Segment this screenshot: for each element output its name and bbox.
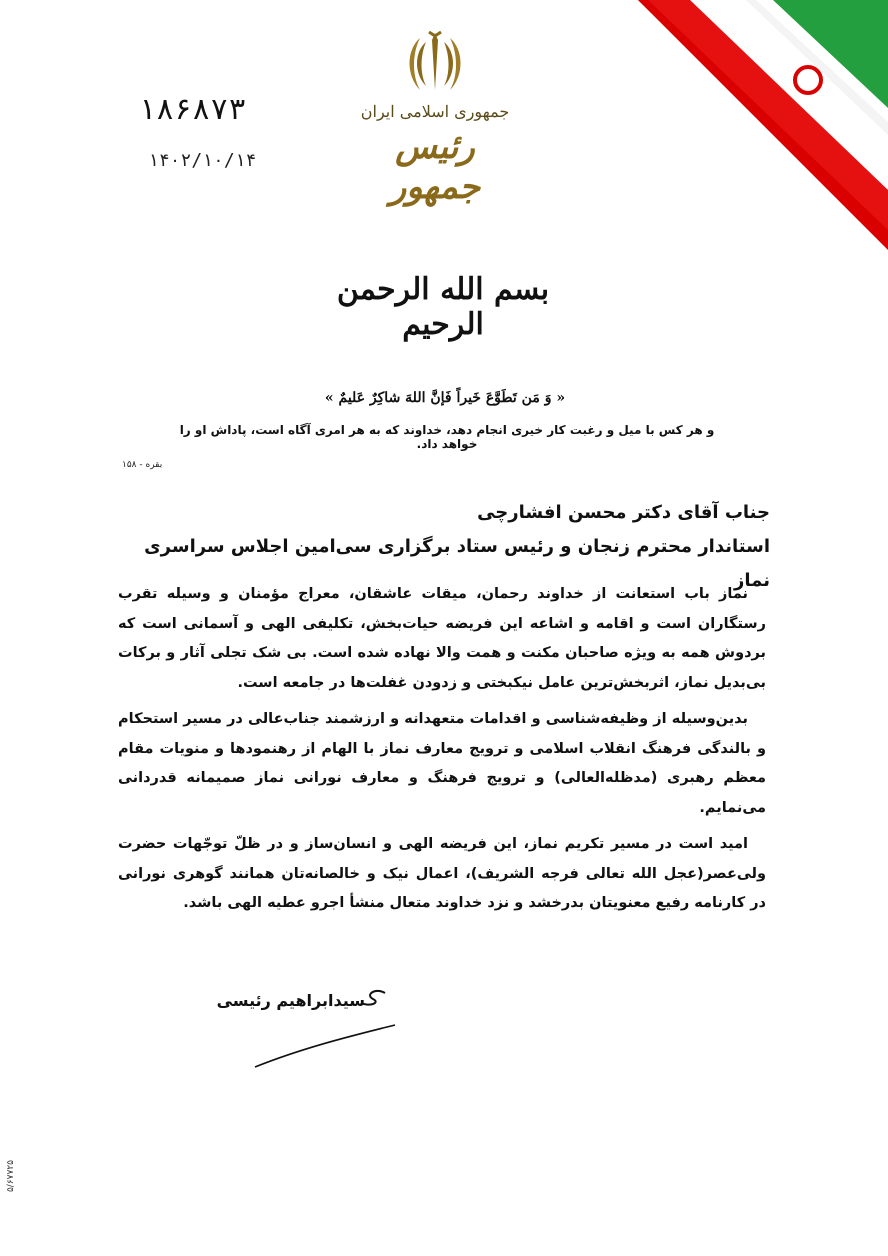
flag-ribbon — [638, 0, 888, 250]
verse-reference: بقره - ۱۵۸ — [122, 460, 163, 470]
body-paragraph-3: امید است در مسیر تکریم نماز، این فریضه الهی و انسان‌ساز و در ظلّ توجّهات حضرت ولی‌عصر(عجل الله تعالی فرجه الشریف)، اعمال نیک و خالصانه‌تان همانند گوهری نورانی در کارنامه رفیع معنویتان بدرخشد و نزد خداوند متعال منشأ اجرو عطیه الهی باشد. — [118, 836, 766, 911]
side-reference-code: ۵/۶۷۷۲۵ — [6, 1160, 16, 1193]
verse-arabic: « وَ مَن تَطَوَّعَ خَیراً فَإنَّ اللهَ شاکِرٌ عَلیمٌ » — [324, 390, 566, 406]
addressee-name: جناب آقای دکتر محسن افشارچی — [477, 502, 770, 523]
letter-body — [118, 580, 766, 926]
letterhead — [360, 28, 510, 207]
office-title: رئیس جمهور — [389, 127, 481, 207]
addressee-title: استاندار محترم زنجان و رئیس ستاد برگزاری سی‌امین اجلاس سراسری نماز — [144, 536, 770, 591]
body-paragraph-1: نماز باب استعانت از خداوند رحمان، میقات عاشقان، معراج مؤمنان و وسیله تقرب رستگاران است و اقامه و اشاعه این فریضه حیات‌بخش، تکلیفی الهی و آسمانی است که بردوش همه به ویژه صاحبان مکنت و همت والا نهاده شده است. بی شک تجلی آثار و برکات بی‌بدیل نماز، اثربخش‌ترین عامل نیکبختی و زدودن غفلت‌ها در جامعه است. — [118, 586, 766, 691]
verse-translation: و هر کس با میل و رغبت کار خیری انجام دهد، خداوند که به هر امری آگاه است، پاداش او را خواهد داد. — [179, 423, 715, 451]
signatory-name: سیدابراهیم رئیسی — [216, 991, 365, 1010]
iran-flag-graphic — [638, 0, 888, 250]
document-number: ۱۸۶۸۷۳ — [138, 92, 247, 127]
document-date: ۱۴۰۲/۱۰/۱۴ — [148, 150, 257, 171]
signature-block — [205, 985, 415, 1075]
iran-emblem-icon — [400, 28, 470, 98]
country-name: جمهوری اسلامی ایران — [360, 102, 510, 121]
body-paragraph-2: بدین‌وسیله از وظیفه‌شناسی و اقدامات متعهدانه و ارزشمند جناب‌عالی در مسیر استحکام و بالندگی فرهنگ انقلاب اسلامی و ترویج معارف نماز با الهام از رهنمودها و منویات مقام معظم رهبری (مدظله‌العالی) و ترویج فرهنگ و معارف نورانی نماز صمیمانه قدردانی می‌نمایم. — [118, 711, 766, 816]
basmala: بسم الله الرحمن الرحیم — [336, 272, 550, 342]
